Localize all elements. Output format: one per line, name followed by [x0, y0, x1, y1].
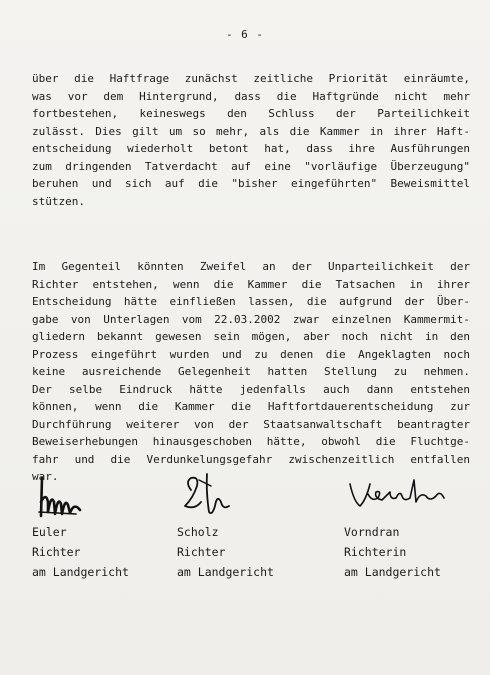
text-line: entscheidung wiederholt betont hat, dass ihre Ausführungen [32, 142, 470, 155]
signature-block-scholz [177, 472, 317, 582]
signer-name: Vorndran [344, 525, 400, 539]
text-line: fortbestehen, keineswegs den Schluss der Parteilichkeit [32, 107, 470, 120]
text-line: war. [32, 470, 59, 483]
signer-title: Richter [177, 545, 226, 559]
paragraph-2 [32, 258, 470, 486]
signature-block-euler [32, 472, 172, 582]
signer-court: am Landgericht [344, 565, 441, 579]
text-line: können, wenn die Kammer die Haftfortdauerentscheidung zur [32, 400, 470, 413]
text-line: Richter entstehen, wenn die Kammer die Tatsachen in ihrer [32, 277, 470, 291]
text-line: Entscheidung hätte einfließen lassen, die aufgrund der Über- [32, 295, 470, 308]
signer-court: am Landgericht [32, 565, 129, 579]
text-line: keine ausreichende Gelegenheit hatten Stellung zu nehmen. [32, 365, 470, 378]
signature-scholz-handwriting [177, 472, 247, 520]
text-line: über die Haftfrage zunächst zeitliche Priorität einräumte, [32, 72, 470, 85]
text-line: was vor dem Hintergrund, dass die Haftgründe nicht mehr [32, 89, 470, 103]
text-line: fahr und die Verdunkelungsgefahr zwischenzeitlich entfallen [32, 452, 470, 466]
text-line: Der selbe Eindruck hätte jedenfalls auch dann entstehen [32, 382, 470, 396]
signer-court: am Landgericht [177, 565, 274, 579]
text-line: Beweiserhebungen hinausgeschoben hätte, obwohl die Fluchtge- [32, 435, 470, 448]
signature-vorndran-handwriting [344, 472, 454, 520]
signer-name: Euler [32, 525, 67, 539]
signer-name: Scholz [177, 525, 219, 539]
text-line: gliedern bekannt gewesen sein mögen, aber noch nicht in den [32, 330, 470, 343]
signature-euler-handwriting [32, 472, 92, 520]
page-number: - 6 - [225, 28, 265, 41]
text-line: zum dringenden Tatverdacht auf eine "vorläufige Überzeugung" [32, 159, 470, 173]
signature-block-vorndran [344, 472, 484, 582]
text-line: gabe von Unterlagen vom 22.03.2002 zwar einzelnen Kammermit- [32, 312, 470, 326]
text-line: beruhen und sich auf die "bisher eingeführten" Beweismittel [32, 177, 470, 190]
text-line: stützen. [32, 194, 85, 208]
text-line: Durchführung weiterer von der Staatsanwaltschaft beantragter [32, 417, 470, 431]
signer-title: Richterin [344, 545, 407, 559]
signer-title: Richter [32, 545, 81, 559]
text-line: Prozess eingeführt wurden und zu denen die Angeklagten noch [32, 347, 470, 361]
paragraph-1 [32, 70, 470, 210]
text-line: Im Gegenteil könnten Zweifel an der Unparteilichkeit der [32, 260, 470, 273]
text-line: zulässt. Dies gilt um so mehr, als die Kammer in ihrer Haft- [32, 124, 470, 138]
